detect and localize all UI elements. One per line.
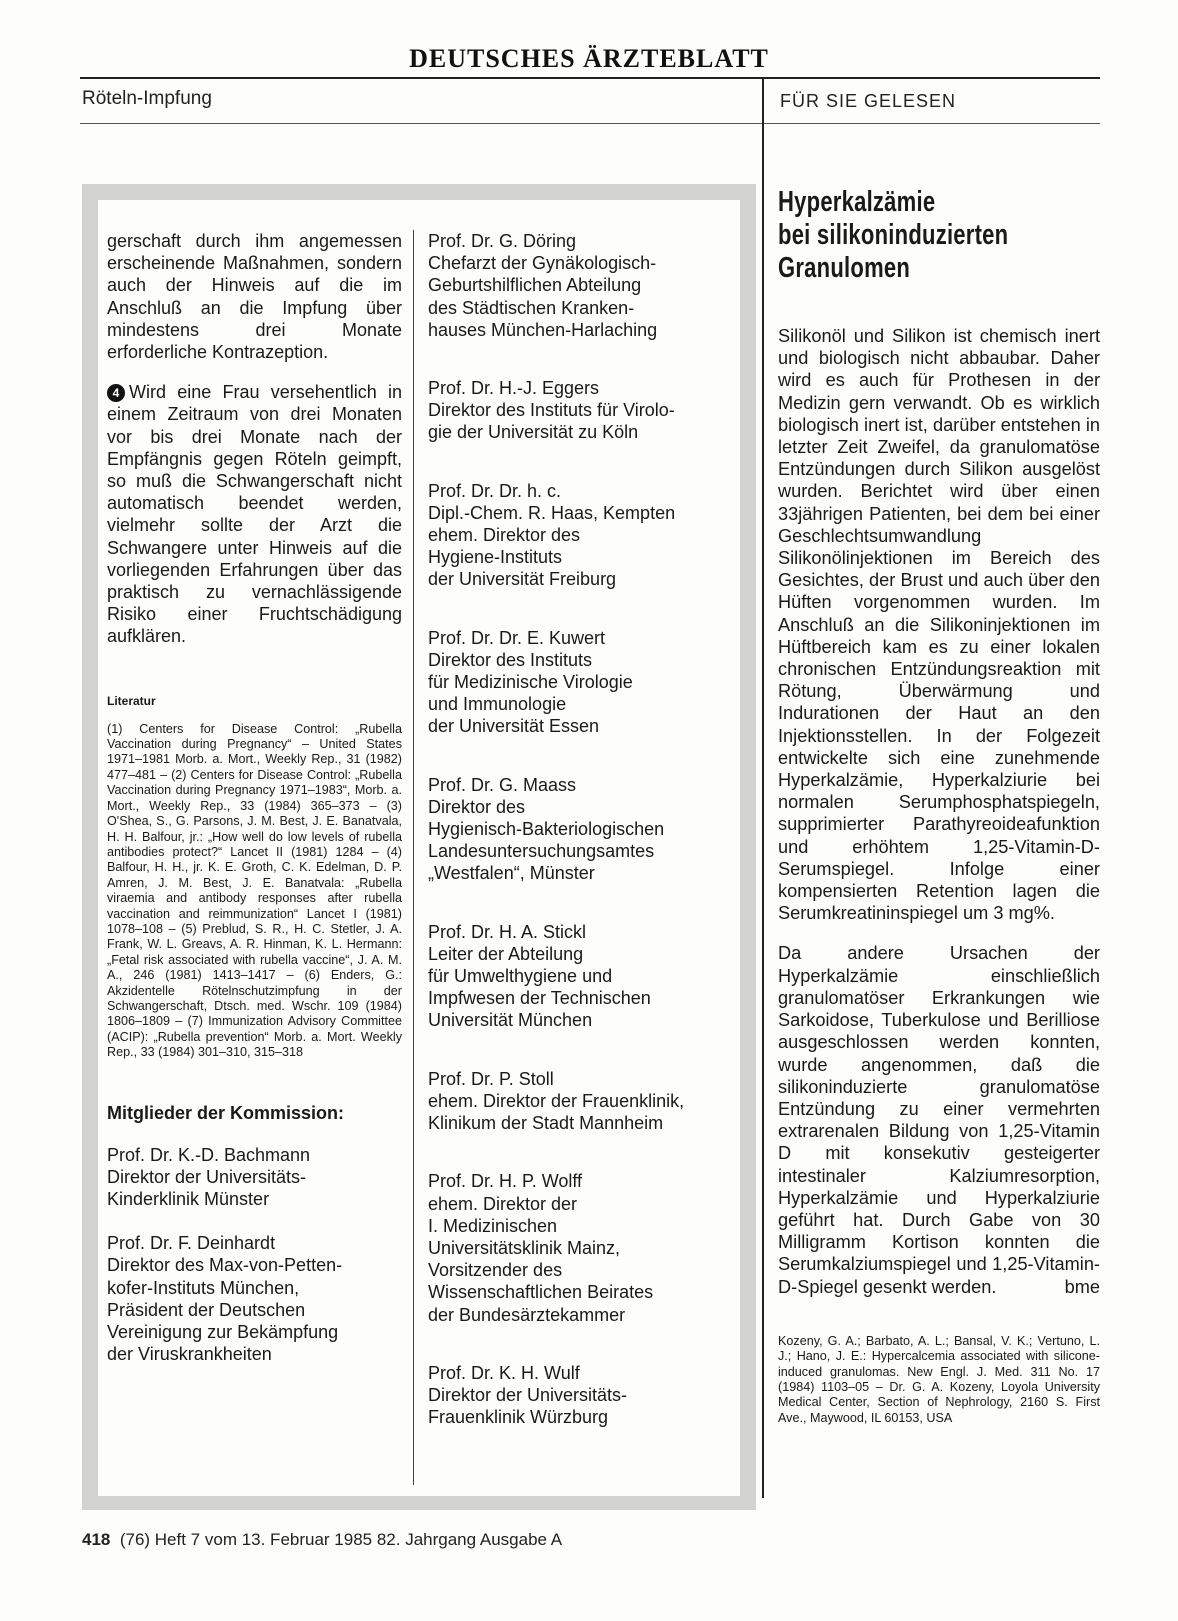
number-badge: 4 (107, 384, 125, 402)
paragraph-numbered-text: Wird eine Frau versehentlich in einem Zeitraum von drei Monaten vor bis drei Monate nach der Empfängnis gegen Röteln geimpft, so muß die Schwangerschaft nicht automatisch beendet werden, vielmehr sollte der Arzt die Schwangere unter Hinweis auf die vorliegenden Erfahrungen über das praktisch zu vernachlässigende Risiko einer Fruchtschädigung aufklären. (107, 382, 402, 647)
column-left (107, 230, 402, 1387)
sub-rule-right (764, 123, 1100, 124)
article-paragraph: Silikonöl und Silikon ist chemisch inert und biologisch nicht abbaubar. Daher wird es auch für Prothesen in der Medizin gern verwandt. Ob es wirklich biologisch inert ist, darüber entstehen in letzter Zeit Zweifel, da granulomatöse Entzündungen durch Silikon ausgelöst wurden. Berichtet wird über einen 33jährigen Patienten, bei dem bei einer Geschlechtsumwandlung Silikonölinjektionen im Bereich des Gesichtes, der Brust und auch über den Hüften vorgenommen wurden. Im Anschluß an die Silikoninjektionen im Hüftbereich kam es zu einer lokalen chronischen Entzündungsreaktion mit Rötung, Überwärmung und Indurationen der Haut an den Injektionsstellen. In der Folgezeit entwickelte sich eine zunehmende Hyperkalzämie, Hyperkalziurie bei normalen Serumphosphatspiegeln, supprimierter Parathyreoideafunktion und erhöhtem 1,25-Vitamin-D-Serumspiegel. Infolge einer kompensierten Retention lagen die Serumkreatininspiegel um 3 mg%. (778, 326, 1100, 924)
column-divider (762, 78, 764, 1498)
page-footer (82, 1530, 562, 1550)
article-paragraph-text: Da andere Ursachen der Hyperkalzämie einschließlich granulomatöser Erkrankungen wie Sarkoidose, Tuberkulose und Berilliose ausgeschlossen werden konnten, wurde angenommen, daß die silikoninduzierte granulomatöse Entzündung zu einer vermehrten extrarenalen Bildung von 1,25-Vitamin D mit konsekutiv gesteigerter intestinaler Kalziumresorption, Hyperkalzämie und Hyperkalziurie geführt hat. Durch Gabe von 30 Milligramm Kortison konnten die Serumkalziumspiegel und 1,25-Vitamin-D-Spiegel gesenkt werden. (778, 943, 1100, 1297)
member-entry: Prof. Dr. G. Döring Chefarzt der Gynäkologisch- Geburtshilflichen Abteilung des Städtischen Kranken- hauses München-Harlaching (428, 231, 658, 340)
member-entry: Prof. Dr. H. P. Wolff ehem. Direktor der I. Medizinischen Universitätsklinik Mainz, Vorsitzender des Wissenschaftlichen Beirates der Bundesärztekammer (428, 1171, 654, 1325)
paragraph-numbered (107, 381, 402, 647)
page-number: 418 (82, 1530, 111, 1549)
inner-column-divider (413, 230, 414, 1485)
member-entry: Prof. Dr. F. Deinhardt Direktor des Max-von-Petten- kofer-Instituts München, Präsident der Deutschen Vereinigung zur Bekämpfung der Viruskrankheiten (107, 1233, 343, 1365)
literature-heading: Literatur (107, 693, 156, 708)
member-entry: Prof. Dr. P. Stoll ehem. Direktor der Frauenklinik, Klinikum der Stadt Mannheim (428, 1068, 685, 1134)
article-headline: Hyperkalzämie bei silikoninduzierten Granulomen (778, 186, 1009, 284)
section-title-left: Röteln-Impfung (82, 88, 212, 109)
member-entry: Prof. Dr. K. H. Wulf Direktor der Universitäts- Frauenklinik Würzburg (428, 1362, 628, 1428)
member-entry: Prof. Dr. K.-D. Bachmann Direktor der Universitäts- Kinderklinik Münster (107, 1144, 311, 1209)
article-reference: Kozeny, G. A.; Barbato, A. L.; Bansal, V. K.; Vertuno, L. J.; Hano, J. E.: Hypercalcemia associated with silicone-induced granulomas. New Engl. J. Med. 311 No. 17 (1984) 1103–05 – Dr. G. A. Kozeny, Loyola University Medical Center, Section of Nephrology, 2160 S. First Ave., Maywood, IL 60153, USA (778, 1333, 1100, 1425)
member-entry: Prof. Dr. H.-J. Eggers Direktor des Instituts für Virolo- gie der Universität zu Köln (428, 378, 675, 443)
member-entry: Prof. Dr. Dr. E. Kuwert Direktor des Instituts für Medizinische Virologie und Immunologie der Universität Essen (428, 627, 633, 737)
sub-rule-left (80, 123, 762, 124)
article-paragraph (778, 942, 1100, 1297)
column-members (428, 230, 728, 1464)
members-heading: Mitglieder der Kommission: (107, 1102, 345, 1123)
member-entry: Prof. Dr. G. Maass Direktor des Hygienisch-Bakteriologischen Landesuntersuchungsamtes „Westfalen“, Münster (428, 774, 665, 884)
issue-info: (76) Heft 7 vom 13. Februar 1985 82. Jahrgang Ausgabe A (119, 1530, 563, 1549)
member-entry: Prof. Dr. H. A. Stickl Leiter der Abteilung für Umwelthygiene und Impfwesen der Technischen Universität München (428, 921, 651, 1031)
top-rule (80, 77, 1100, 79)
author-signature: bme (1064, 1276, 1100, 1297)
member-entry: Prof. Dr. Dr. h. c. Dipl.-Chem. R. Haas, Kempten ehem. Direktor des Hygiene-Instituts der Universität Freiburg (428, 480, 676, 590)
masthead: DEUTSCHES ÄRZTEBLATT (409, 44, 769, 73)
paragraph-continuation: gerschaft durch ihm angemessen erscheinende Maßnahmen, sondern auch der Hinweis auf die im Anschluß an die Impfung über mindestens drei Monate erforderliche Kontrazeption. (107, 231, 402, 363)
column-article (778, 186, 1100, 1426)
section-title-right: FÜR SIE GELESEN (780, 91, 957, 111)
literature-list: (1) Centers for Disease Control: „Rubella Vaccination during Pregnancy“ – United States 1971–1981 Morb. a. Mort., Weekly Rep., 31 (1982) 477–481 – (2) Centers for Disease Control: „Rubella Vaccination during Pregnancy 1971–1983“, Morb. a. Mort., Weekly Rep., 33 (1984) 365–373 – (3) O'Shea, S., G. Parsons, J. M. Best, J. E. Banatvala, H. H. Balfour, jr.: „How well do low levels of rubella antibodies protect?“ Lancet II (1981) 1284 – (4) Balfour, H. H., jr. K. E. Groth, C. K. Edelman, D. P. Amren, J. M. Best, J. E. Banatvala: „Rubella viraemia and antibody responses after rubella vaccination and reimmunization“ Lancet I (1981) 1078–108 – (5) Preblud, S. R., H. C. Stetler, J. A. Frank, W. L. Greavs, A. R. Hinman, K. L. Hermann: „Fetal risk associated with rubella vaccine“, J. A. M. A., 246 (1981) 1413–1417 – (6) Enders, G.: Akzidentelle Rötelnschutzimpfung in der Schwangerschaft, Dtsch. med. Wschr. 109 (1984) 1806–1809 – (7) Immunization Advisory Committee (ACIP): „Rubella prevention“ Morb. a. Mort. Weekly Rep., 33 (1984) 301–310, 315–318 (107, 721, 402, 1060)
